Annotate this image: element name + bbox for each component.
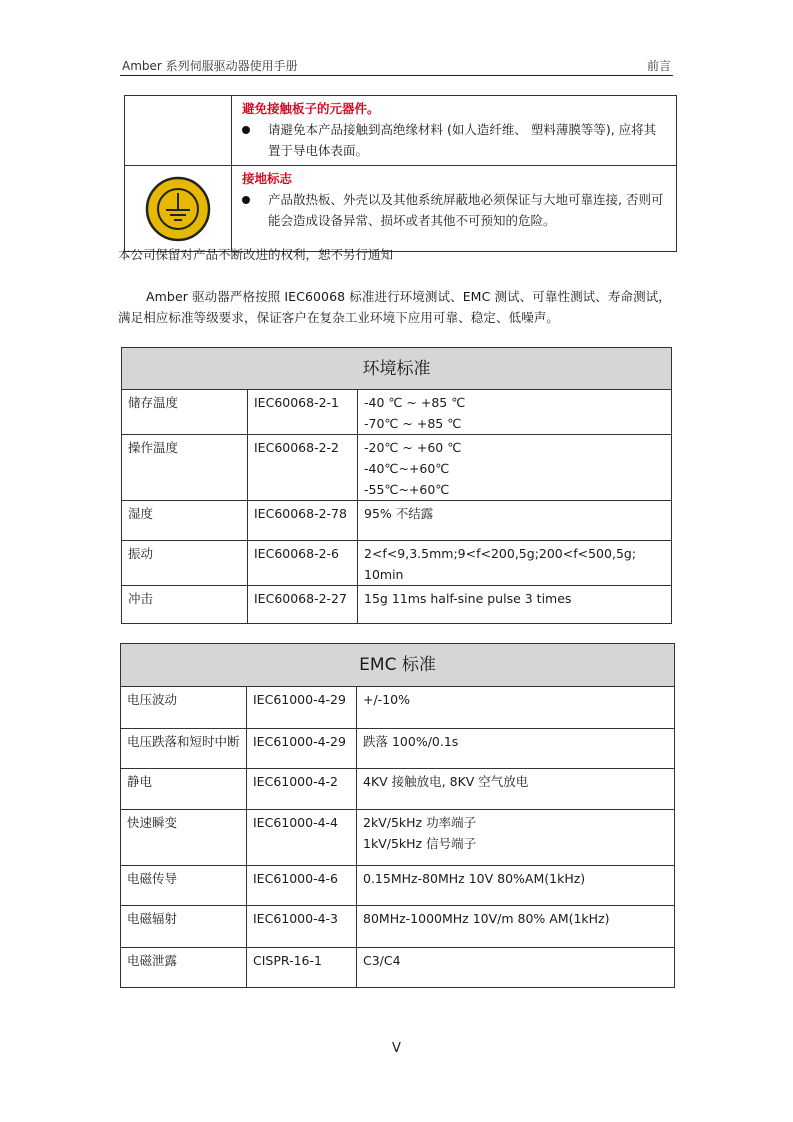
bullet-icon xyxy=(242,126,250,134)
item-cell: 冲击 xyxy=(122,586,248,624)
value-line: 15g 11ms half-sine pulse 3 times xyxy=(364,591,572,606)
grounding-bullet-text: 产品散热板、外壳以及其他系统屏蔽地必须保证与大地可靠连接, 否则可能会造成设备异常、损坏或者其他不可预知的危险。 xyxy=(268,192,664,228)
esd-warning-icon xyxy=(125,96,232,166)
standard-cell: CISPR-16-1 xyxy=(247,948,357,988)
item-cell: 电磁辐射 xyxy=(121,906,247,948)
value-line: 跌落 100%/0.1s xyxy=(363,734,459,749)
value-line: C3/C4 xyxy=(363,953,401,968)
value-line: -70℃ ~ +85 ℃ xyxy=(364,416,462,431)
value-cell xyxy=(357,948,675,988)
item-cell: 振动 xyxy=(122,541,248,586)
table-row xyxy=(122,390,672,435)
value-cell xyxy=(358,541,672,586)
table-row xyxy=(121,687,675,729)
standard-cell: IEC60068-2-27 xyxy=(248,586,358,624)
page-header xyxy=(120,55,673,76)
table-row xyxy=(121,866,675,906)
warning-bullet-text: 请避免本产品接触到高绝缘材料 (如人造纤维、 塑料薄膜等等), 应将其置于导电体表面。 xyxy=(268,122,657,158)
item-cell: 操作温度 xyxy=(122,435,248,501)
value-line: -55℃~+60℃ xyxy=(364,482,450,497)
table-row xyxy=(121,729,675,769)
value-line: 4KV 接触放电, 8KV 空气放电 xyxy=(363,774,529,789)
table-row xyxy=(122,586,672,624)
value-cell xyxy=(357,729,675,769)
value-line: 2kV/5kHz 功率端子 xyxy=(363,815,477,830)
standard-cell: IEC60068-2-78 xyxy=(248,501,358,541)
value-cell xyxy=(357,906,675,948)
value-line: 80MHz-1000MHz 10V/m 80% AM(1kHz) xyxy=(363,911,610,926)
item-cell: 湿度 xyxy=(122,501,248,541)
value-line: 95% 不结露 xyxy=(364,506,434,521)
value-cell xyxy=(357,769,675,810)
standard-cell: IEC61000-4-4 xyxy=(247,810,357,866)
ground-icon-cell xyxy=(125,166,232,252)
value-line: +/-10% xyxy=(363,692,410,707)
item-cell: 快速瞬变 xyxy=(121,810,247,866)
standard-cell: IEC61000-4-2 xyxy=(247,769,357,810)
table-row xyxy=(121,948,675,988)
item-cell: 电压跌落和短时中断 xyxy=(121,729,247,769)
value-line: -40 ℃ ~ +85 ℃ xyxy=(364,395,466,410)
value-cell xyxy=(358,586,672,624)
grounding-bullet xyxy=(242,189,666,231)
warning-title: 避免接触板子的元器件。 xyxy=(242,101,380,116)
warning-bullet xyxy=(242,119,666,161)
section-title: 前言 xyxy=(646,59,671,73)
standard-cell: IEC60068-2-6 xyxy=(248,541,358,586)
manual-title: Amber 系列伺服驱动器使用手册 xyxy=(122,59,298,73)
value-cell xyxy=(358,501,672,541)
value-cell xyxy=(357,687,675,729)
table-row xyxy=(121,906,675,948)
intro-paragraph: Amber 驱动器严格按照 IEC60068 标准进行环境测试、EMC 测试、可靠性测试、寿命测试，满足相应标准等级要求，保证客户在复杂工业环境下应用可靠、稳定、低噪声。 xyxy=(118,289,671,325)
environment-standard-table xyxy=(121,347,672,624)
value-line: 1kV/5kHz 信号端子 xyxy=(363,836,477,851)
notice-text: 本公司保留对产品不断改进的权利，恕不另行通知 xyxy=(118,247,394,262)
standard-cell: IEC61000-4-29 xyxy=(247,729,357,769)
table-row xyxy=(121,810,675,866)
value-line: 10min xyxy=(364,567,404,582)
table-row xyxy=(121,769,675,810)
ground-icon xyxy=(145,176,211,242)
page-number: V xyxy=(392,1041,401,1056)
value-cell xyxy=(357,866,675,906)
table-title: EMC 标准 xyxy=(121,644,675,687)
standard-cell: IEC61000-4-3 xyxy=(247,906,357,948)
value-cell xyxy=(358,435,672,501)
warning-table xyxy=(124,95,677,252)
item-cell: 电磁传导 xyxy=(121,866,247,906)
grounding-cell xyxy=(232,166,677,252)
value-line: -20℃ ~ +60 ℃ xyxy=(364,440,462,455)
standard-cell: IEC61000-4-6 xyxy=(247,866,357,906)
table-row xyxy=(122,435,672,501)
value-line: -40℃~+60℃ xyxy=(364,461,450,476)
bullet-icon xyxy=(242,196,250,204)
item-cell: 储存温度 xyxy=(122,390,248,435)
value-cell xyxy=(358,390,672,435)
standard-cell: IEC61000-4-29 xyxy=(247,687,357,729)
grounding-title: 接地标志 xyxy=(242,171,293,186)
standard-cell: IEC60068-2-2 xyxy=(248,435,358,501)
item-cell: 电压波动 xyxy=(121,687,247,729)
value-line: 0.15MHz-80MHz 10V 80%AM(1kHz) xyxy=(363,871,586,886)
table-title: 环境标准 xyxy=(122,348,672,390)
warning-cell xyxy=(232,96,677,166)
table-row xyxy=(122,501,672,541)
table-row xyxy=(122,541,672,586)
item-cell: 静电 xyxy=(121,769,247,810)
emc-standard-table xyxy=(120,643,675,988)
value-line: 2<f<9,3.5mm;9<f<200,5g;200<f<500,5g; xyxy=(364,546,637,561)
value-cell xyxy=(357,810,675,866)
standard-cell: IEC60068-2-1 xyxy=(248,390,358,435)
item-cell: 电磁泄露 xyxy=(121,948,247,988)
